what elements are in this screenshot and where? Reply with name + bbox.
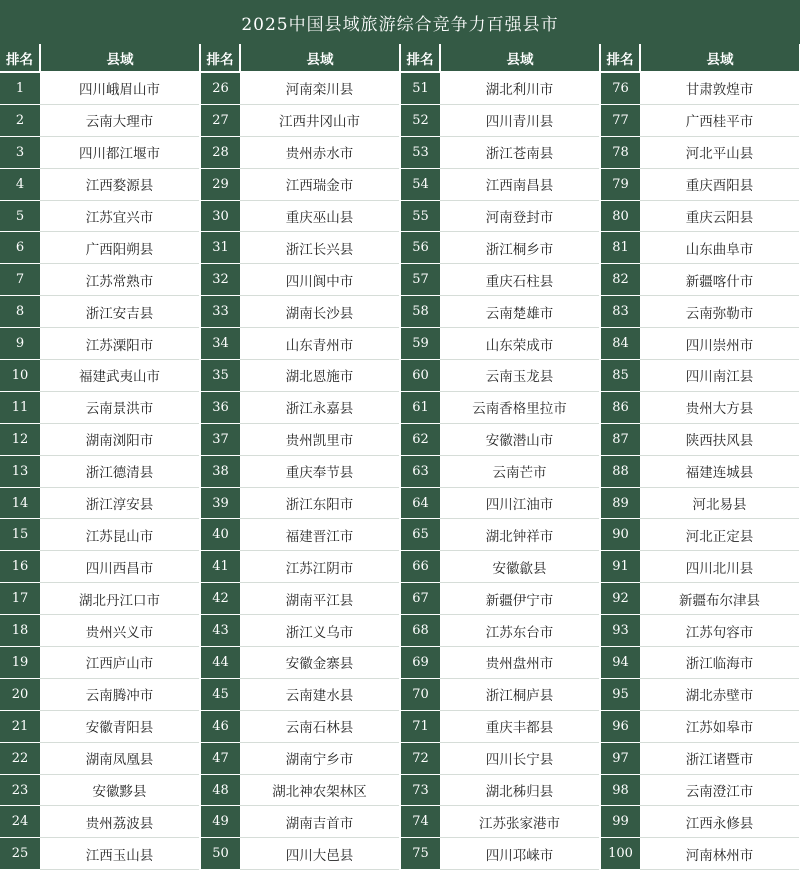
rank-cell: 78 xyxy=(600,136,640,168)
rank-cell: 95 xyxy=(600,678,640,710)
rank-cell: 17 xyxy=(0,583,40,615)
county-cell: 浙江桐庐县 xyxy=(440,678,600,710)
county-cell: 四川峨眉山市 xyxy=(40,72,200,104)
county-cell: 江西庐山市 xyxy=(40,647,200,679)
county-cell: 云南楚雄市 xyxy=(440,296,600,328)
table-row xyxy=(0,264,800,296)
county-cell: 湖北丹江口市 xyxy=(40,583,200,615)
rank-cell: 71 xyxy=(400,710,440,742)
rank-cell: 80 xyxy=(600,200,640,232)
rank-cell: 7 xyxy=(0,264,40,296)
county-cell: 福建晋江市 xyxy=(240,519,400,551)
table-row xyxy=(0,328,800,360)
table-row xyxy=(0,232,800,264)
county-cell: 江西永修县 xyxy=(640,806,800,838)
county-cell: 重庆酉阳县 xyxy=(640,168,800,200)
table-row xyxy=(0,615,800,647)
county-cell: 江苏江阴市 xyxy=(240,551,400,583)
rank-cell: 12 xyxy=(0,423,40,455)
rank-cell: 26 xyxy=(200,72,240,104)
county-cell: 江苏宜兴市 xyxy=(40,200,200,232)
county-cell: 福建武夷山市 xyxy=(40,360,200,392)
rank-cell: 23 xyxy=(0,774,40,806)
county-cell: 四川崇州市 xyxy=(640,328,800,360)
rank-cell: 18 xyxy=(0,615,40,647)
rank-cell: 81 xyxy=(600,232,640,264)
table-row xyxy=(0,742,800,774)
rank-cell: 30 xyxy=(200,200,240,232)
county-cell: 云南腾冲市 xyxy=(40,678,200,710)
county-cell: 安徽黟县 xyxy=(40,774,200,806)
rank-cell: 56 xyxy=(400,232,440,264)
county-cell: 广西阳朔县 xyxy=(40,232,200,264)
rank-cell: 65 xyxy=(400,519,440,551)
county-cell: 山东曲阜市 xyxy=(640,232,800,264)
county-cell: 湖南长沙县 xyxy=(240,296,400,328)
rank-cell: 24 xyxy=(0,806,40,838)
rank-cell: 76 xyxy=(600,72,640,104)
county-cell: 湖北秭归县 xyxy=(440,774,600,806)
county-cell: 云南大理市 xyxy=(40,104,200,136)
county-cell: 云南石林县 xyxy=(240,710,400,742)
rank-cell: 27 xyxy=(200,104,240,136)
rank-cell: 4 xyxy=(0,168,40,200)
rank-cell: 13 xyxy=(0,455,40,487)
county-cell: 浙江长兴县 xyxy=(240,232,400,264)
county-cell: 新疆布尔津县 xyxy=(640,583,800,615)
rank-cell: 40 xyxy=(200,519,240,551)
county-cell: 江西井冈山市 xyxy=(240,104,400,136)
rank-header: 排名 xyxy=(400,44,440,72)
rank-cell: 59 xyxy=(400,328,440,360)
county-cell: 河南栾川县 xyxy=(240,72,400,104)
county-cell: 江苏溧阳市 xyxy=(40,328,200,360)
county-cell: 贵州凯里市 xyxy=(240,423,400,455)
rank-cell: 35 xyxy=(200,360,240,392)
county-cell: 重庆巫山县 xyxy=(240,200,400,232)
county-cell: 湖南吉首市 xyxy=(240,806,400,838)
table-row xyxy=(0,838,800,870)
rank-cell: 84 xyxy=(600,328,640,360)
county-cell: 贵州兴义市 xyxy=(40,615,200,647)
rank-cell: 61 xyxy=(400,391,440,423)
county-cell: 江苏常熟市 xyxy=(40,264,200,296)
county-cell: 浙江诸暨市 xyxy=(640,742,800,774)
county-cell: 四川长宁县 xyxy=(440,742,600,774)
rank-cell: 19 xyxy=(0,647,40,679)
county-cell: 江西南昌县 xyxy=(440,168,600,200)
table-row xyxy=(0,423,800,455)
county-cell: 四川邛崃市 xyxy=(440,838,600,870)
rank-cell: 46 xyxy=(200,710,240,742)
county-cell: 重庆丰都县 xyxy=(440,710,600,742)
county-cell: 浙江东阳市 xyxy=(240,487,400,519)
county-cell: 浙江苍南县 xyxy=(440,136,600,168)
rank-cell: 44 xyxy=(200,647,240,679)
rank-cell: 70 xyxy=(400,678,440,710)
county-cell: 四川大邑县 xyxy=(240,838,400,870)
table-row xyxy=(0,168,800,200)
rank-cell: 85 xyxy=(600,360,640,392)
ranking-body xyxy=(0,72,800,870)
county-header: 县域 xyxy=(440,44,600,72)
rank-cell: 20 xyxy=(0,678,40,710)
rank-cell: 94 xyxy=(600,647,640,679)
rank-cell: 14 xyxy=(0,487,40,519)
rank-cell: 99 xyxy=(600,806,640,838)
page-title: 2025中国县域旅游综合竞争力百强县市 xyxy=(0,0,800,44)
county-cell: 安徽青阳县 xyxy=(40,710,200,742)
rank-cell: 29 xyxy=(200,168,240,200)
rank-cell: 25 xyxy=(0,838,40,870)
rank-cell: 96 xyxy=(600,710,640,742)
rank-cell: 34 xyxy=(200,328,240,360)
rank-header: 排名 xyxy=(200,44,240,72)
table-row xyxy=(0,647,800,679)
county-cell: 四川西昌市 xyxy=(40,551,200,583)
county-cell: 江苏句容市 xyxy=(640,615,800,647)
rank-cell: 77 xyxy=(600,104,640,136)
county-cell: 浙江临海市 xyxy=(640,647,800,679)
county-cell: 重庆云阳县 xyxy=(640,200,800,232)
rank-cell: 8 xyxy=(0,296,40,328)
rank-cell: 33 xyxy=(200,296,240,328)
rank-cell: 92 xyxy=(600,583,640,615)
rank-cell: 21 xyxy=(0,710,40,742)
table-row xyxy=(0,200,800,232)
county-cell: 湖北神农架林区 xyxy=(240,774,400,806)
rank-header: 排名 xyxy=(600,44,640,72)
rank-cell: 57 xyxy=(400,264,440,296)
county-cell: 安徽歙县 xyxy=(440,551,600,583)
rank-cell: 16 xyxy=(0,551,40,583)
county-cell: 江西瑞金市 xyxy=(240,168,400,200)
county-cell: 江西玉山县 xyxy=(40,838,200,870)
rank-cell: 60 xyxy=(400,360,440,392)
county-cell: 江苏张家港市 xyxy=(440,806,600,838)
rank-cell: 38 xyxy=(200,455,240,487)
rank-cell: 91 xyxy=(600,551,640,583)
county-cell: 河南登封市 xyxy=(440,200,600,232)
rank-cell: 83 xyxy=(600,296,640,328)
table-row xyxy=(0,519,800,551)
county-cell: 河北易县 xyxy=(640,487,800,519)
rank-cell: 69 xyxy=(400,647,440,679)
rank-cell: 48 xyxy=(200,774,240,806)
rank-cell: 90 xyxy=(600,519,640,551)
county-cell: 甘肃敦煌市 xyxy=(640,72,800,104)
county-cell: 云南景洪市 xyxy=(40,391,200,423)
rank-cell: 37 xyxy=(200,423,240,455)
county-cell: 山东荣成市 xyxy=(440,328,600,360)
rank-cell: 28 xyxy=(200,136,240,168)
county-cell: 浙江淳安县 xyxy=(40,487,200,519)
county-cell: 河北平山县 xyxy=(640,136,800,168)
rank-cell: 86 xyxy=(600,391,640,423)
rank-cell: 66 xyxy=(400,551,440,583)
rank-cell: 63 xyxy=(400,455,440,487)
county-cell: 湖北恩施市 xyxy=(240,360,400,392)
rank-cell: 75 xyxy=(400,838,440,870)
county-cell: 浙江安吉县 xyxy=(40,296,200,328)
county-header: 县域 xyxy=(40,44,200,72)
county-cell: 四川南江县 xyxy=(640,360,800,392)
rank-cell: 36 xyxy=(200,391,240,423)
table-row xyxy=(0,72,800,104)
county-cell: 四川北川县 xyxy=(640,551,800,583)
county-cell: 浙江永嘉县 xyxy=(240,391,400,423)
table-row xyxy=(0,104,800,136)
county-cell: 山东青州市 xyxy=(240,328,400,360)
rank-cell: 51 xyxy=(400,72,440,104)
county-cell: 重庆奉节县 xyxy=(240,455,400,487)
rank-cell: 64 xyxy=(400,487,440,519)
rank-cell: 3 xyxy=(0,136,40,168)
county-cell: 湖北赤壁市 xyxy=(640,678,800,710)
county-cell: 江苏东台市 xyxy=(440,615,600,647)
county-cell: 重庆石柱县 xyxy=(440,264,600,296)
county-cell: 贵州荔波县 xyxy=(40,806,200,838)
rank-cell: 45 xyxy=(200,678,240,710)
rank-cell: 22 xyxy=(0,742,40,774)
table-row xyxy=(0,391,800,423)
table-row xyxy=(0,710,800,742)
rank-cell: 82 xyxy=(600,264,640,296)
county-cell: 安徽金寨县 xyxy=(240,647,400,679)
county-cell: 四川江油市 xyxy=(440,487,600,519)
rank-cell: 49 xyxy=(200,806,240,838)
rank-cell: 72 xyxy=(400,742,440,774)
rank-cell: 32 xyxy=(200,264,240,296)
county-cell: 贵州盘州市 xyxy=(440,647,600,679)
table-row xyxy=(0,296,800,328)
rank-cell: 53 xyxy=(400,136,440,168)
rank-cell: 58 xyxy=(400,296,440,328)
table-row xyxy=(0,774,800,806)
county-header: 县域 xyxy=(640,44,800,72)
county-cell: 湖南凤凰县 xyxy=(40,742,200,774)
county-cell: 浙江德清县 xyxy=(40,455,200,487)
rank-cell: 52 xyxy=(400,104,440,136)
rank-cell: 31 xyxy=(200,232,240,264)
county-cell: 云南澄江市 xyxy=(640,774,800,806)
county-cell: 浙江桐乡市 xyxy=(440,232,600,264)
rank-cell: 11 xyxy=(0,391,40,423)
rank-cell: 68 xyxy=(400,615,440,647)
county-cell: 河北正定县 xyxy=(640,519,800,551)
county-cell: 云南弥勒市 xyxy=(640,296,800,328)
county-cell: 云南玉龙县 xyxy=(440,360,600,392)
table-row xyxy=(0,455,800,487)
rank-cell: 89 xyxy=(600,487,640,519)
rank-cell: 93 xyxy=(600,615,640,647)
rank-cell: 1 xyxy=(0,72,40,104)
table-row xyxy=(0,487,800,519)
county-header: 县域 xyxy=(240,44,400,72)
county-cell: 江西婺源县 xyxy=(40,168,200,200)
county-cell: 福建连城县 xyxy=(640,455,800,487)
rank-cell: 88 xyxy=(600,455,640,487)
county-cell: 河南林州市 xyxy=(640,838,800,870)
rank-cell: 39 xyxy=(200,487,240,519)
county-cell: 广西桂平市 xyxy=(640,104,800,136)
table-row xyxy=(0,806,800,838)
rank-cell: 50 xyxy=(200,838,240,870)
county-cell: 安徽潜山市 xyxy=(440,423,600,455)
rank-cell: 47 xyxy=(200,742,240,774)
rank-cell: 42 xyxy=(200,583,240,615)
county-cell: 陕西扶风县 xyxy=(640,423,800,455)
rank-cell: 2 xyxy=(0,104,40,136)
rank-cell: 6 xyxy=(0,232,40,264)
header-row xyxy=(0,44,800,72)
table-row xyxy=(0,360,800,392)
county-cell: 四川阆中市 xyxy=(240,264,400,296)
rank-cell: 73 xyxy=(400,774,440,806)
rank-cell: 67 xyxy=(400,583,440,615)
county-cell: 四川都江堰市 xyxy=(40,136,200,168)
rank-cell: 41 xyxy=(200,551,240,583)
county-cell: 贵州赤水市 xyxy=(240,136,400,168)
rank-cell: 79 xyxy=(600,168,640,200)
rank-cell: 9 xyxy=(0,328,40,360)
table-row xyxy=(0,551,800,583)
table-row xyxy=(0,678,800,710)
table-row xyxy=(0,136,800,168)
county-cell: 云南芒市 xyxy=(440,455,600,487)
rank-header: 排名 xyxy=(0,44,40,72)
county-cell: 云南香格里拉市 xyxy=(440,391,600,423)
county-cell: 四川青川县 xyxy=(440,104,600,136)
county-cell: 云南建水县 xyxy=(240,678,400,710)
rank-cell: 97 xyxy=(600,742,640,774)
rank-cell: 74 xyxy=(400,806,440,838)
county-cell: 新疆伊宁市 xyxy=(440,583,600,615)
county-cell: 湖南浏阳市 xyxy=(40,423,200,455)
county-cell: 新疆喀什市 xyxy=(640,264,800,296)
rank-cell: 5 xyxy=(0,200,40,232)
county-cell: 江苏如皋市 xyxy=(640,710,800,742)
rank-cell: 10 xyxy=(0,360,40,392)
rank-cell: 87 xyxy=(600,423,640,455)
rank-cell: 98 xyxy=(600,774,640,806)
ranking-table xyxy=(0,44,800,870)
rank-cell: 43 xyxy=(200,615,240,647)
rank-cell: 62 xyxy=(400,423,440,455)
rank-cell: 15 xyxy=(0,519,40,551)
county-cell: 浙江义乌市 xyxy=(240,615,400,647)
county-cell: 湖南宁乡市 xyxy=(240,742,400,774)
county-cell: 湖北利川市 xyxy=(440,72,600,104)
county-cell: 贵州大方县 xyxy=(640,391,800,423)
county-cell: 湖南平江县 xyxy=(240,583,400,615)
county-cell: 湖北钟祥市 xyxy=(440,519,600,551)
rank-cell: 54 xyxy=(400,168,440,200)
county-cell: 江苏昆山市 xyxy=(40,519,200,551)
rank-cell: 100 xyxy=(600,838,640,870)
rank-cell: 55 xyxy=(400,200,440,232)
table-row xyxy=(0,583,800,615)
